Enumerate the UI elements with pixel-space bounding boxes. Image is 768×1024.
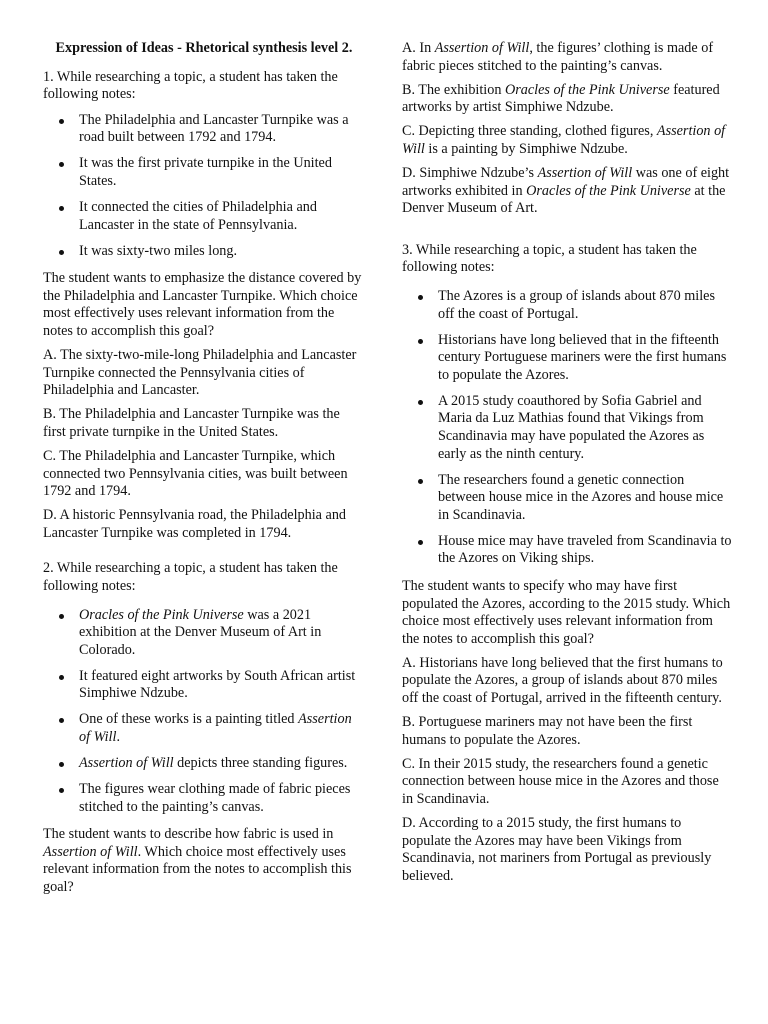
question-intro: 1. While researching a topic, a student has taken the following notes: (43, 68, 338, 103)
question-2-options (402, 40, 732, 218)
question-prompt: The student wants to describe how fabric is used in Assertion of Will. Which choice most effectively uses relevant information from the notes to accomplish this goal? (43, 826, 352, 895)
answer-option-b: B. Portuguese mariners may not have been the first humans to populate the Azores. (402, 714, 693, 748)
note-item: One of these works is a painting titled Assertion of Will. (79, 711, 365, 746)
note-item: House mice may have traveled from Scandinavia to the Azores on Viking ships. (438, 532, 732, 567)
notes-list (43, 112, 365, 260)
page-title: Expression of Ideas - Rhetorical synthesis level 2. (55, 40, 353, 56)
question-2 (43, 560, 365, 896)
answer-option-c: C. In their 2015 study, the researchers found a genetic connection between house mice in the Azores and those in Scandinavia. (402, 755, 719, 807)
note-item: The Azores is a group of islands about 870 miles off the coast of Portugal. (438, 288, 732, 323)
note-item: Assertion of Will depicts three standing figures. (79, 755, 365, 773)
note-item: The figures wear clothing made of fabric pieces stitched to the painting’s canvas. (79, 781, 365, 816)
right-column (402, 40, 732, 892)
question-prompt: The student wants to specify who may have first populated the Azores, according to the 2015 study. Which choice most effectively uses relevant information from the notes to accomplish this goal? (402, 577, 731, 647)
left-column (43, 40, 365, 903)
answer-option-a: A. In Assertion of Will, the figures’ clothing is made of fabric pieces stitched to the painting’s canvas. (402, 40, 714, 74)
note-item: The researchers found a genetic connection between house mice in the Azores and house mice in Scandinavia. (438, 472, 732, 525)
question-intro: 3. While researching a topic, a student has taken the following notes: (402, 241, 697, 276)
answer-option-a: A. The sixty-two-mile-long Philadelphia and Lancaster Turnpike connected the Pennsylvania cities of Philadelphia and Lancaster. (43, 346, 357, 399)
note-item: Historians have long believed that in the fifteenth century Portuguese mariners were the first humans to populate the Azores. (438, 332, 732, 385)
note-item: It was the first private turnpike in the United States. (79, 155, 365, 190)
answer-option-d: D. Simphiwe Ndzube’s Assertion of Will was one of eight artworks exhibited in Oracles of the Pink Universe at the Denver Museum of Art. (402, 165, 730, 217)
answer-option-d: D. A historic Pennsylvania road, the Philadelphia and Lancaster Turnpike was completed in 1794. (43, 507, 347, 541)
question-1 (43, 69, 365, 543)
question-3 (402, 242, 732, 886)
note-item: It connected the cities of Philadelphia and Lancaster in the state of Pennsylvania. (79, 199, 365, 234)
question-intro: 2. While researching a topic, a student has taken the following notes: (43, 560, 338, 595)
notes-list (43, 607, 365, 817)
answer-option-b: B. The exhibition Oracles of the Pink Universe featured artworks by artist Simphiwe Ndzube. (402, 81, 720, 116)
note-item: A 2015 study coauthored by Sofia Gabriel and Maria da Luz Mathias found that Vikings from Scandinavia may have populated the Azores as early as the ninth century. (438, 393, 732, 463)
note-item: It featured eight artworks by South African artist Simphiwe Ndzube. (79, 668, 365, 703)
answer-option-d: D. According to a 2015 study, the first humans to populate the Azores may have been Vikings from Scandinavia, not mariners from Portugal as previously believed. (402, 815, 712, 884)
answer-option-b: B. The Philadelphia and Lancaster Turnpike was the first private turnpike in the United States. (43, 406, 340, 440)
note-item: It was sixty-two miles long. (79, 243, 365, 261)
answer-option-a: A. Historians have long believed that the first humans to populate the Azores, a group of islands about 870 miles off the coast of Portugal, arrived in the fifteenth century. (402, 654, 723, 706)
answer-option-c: C. Depicting three standing, clothed figures, Assertion of Will is a painting by Simphiwe Ndzube. (402, 123, 726, 157)
answer-option-c: C. The Philadelphia and Lancaster Turnpike, which connected two Pennsylvania cities, was built between 1792 and 1794. (43, 447, 348, 500)
note-item: The Philadelphia and Lancaster Turnpike was a road built between 1792 and 1794. (79, 112, 365, 147)
note-item: Oracles of the Pink Universe was a 2021 exhibition at the Denver Museum of Art in Colorado. (79, 607, 365, 660)
notes-list (402, 288, 732, 568)
question-prompt: The student wants to emphasize the distance covered by the Philadelphia and Lancaster Turnpike. Which choice most effectively uses relevant information from the notes to accomplish this goal? (43, 270, 362, 339)
